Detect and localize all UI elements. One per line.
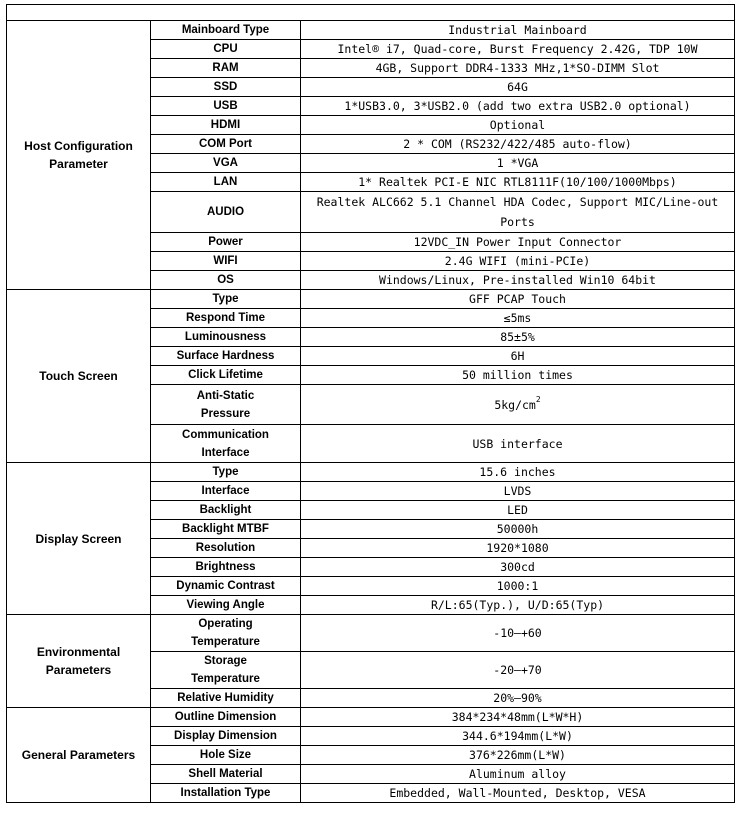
row-label: Type (151, 290, 301, 309)
row-value: ≤5ms (301, 309, 735, 328)
category-display-screen: Display Screen (7, 463, 151, 615)
row-label: HDMI (151, 116, 301, 135)
table-row (7, 290, 735, 309)
row-label: AUDIO (151, 192, 301, 233)
row-label: Anti-Static Pressure (151, 385, 301, 425)
row-value: Realtek ALC662 5.1 Channel HDA Codec, Support MIC/Line-out Ports (301, 192, 735, 233)
row-label: Dynamic Contrast (151, 577, 301, 596)
category-general-parameters: General Parameters (7, 708, 151, 803)
row-label: Luminousness (151, 328, 301, 347)
row-value: 50000h (301, 520, 735, 539)
row-label: Communication Interface (151, 425, 301, 463)
row-label: Operating Temperature (151, 615, 301, 652)
row-value: -20—+70 (301, 652, 735, 689)
row-label: Brightness (151, 558, 301, 577)
row-value: 2 * COM (RS232/422/485 auto-flow) (301, 135, 735, 154)
table-row (7, 708, 735, 727)
row-value: 1000:1 (301, 577, 735, 596)
table-header-row (7, 5, 735, 21)
row-label: Installation Type (151, 784, 301, 803)
row-label: Shell Material (151, 765, 301, 784)
row-label: Click Lifetime (151, 366, 301, 385)
row-label: VGA (151, 154, 301, 173)
row-label: LAN (151, 173, 301, 192)
row-label: Storage Temperature (151, 652, 301, 689)
row-label: Hole Size (151, 746, 301, 765)
row-value: 1 *VGA (301, 154, 735, 173)
row-value: 20%—90% (301, 689, 735, 708)
row-value: 376*226mm(L*W) (301, 746, 735, 765)
row-label: Interface (151, 482, 301, 501)
row-label: Respond Time (151, 309, 301, 328)
row-label: Resolution (151, 539, 301, 558)
spec-table (6, 4, 735, 803)
row-label: WIFI (151, 252, 301, 271)
row-value: LED (301, 501, 735, 520)
row-label: RAM (151, 59, 301, 78)
row-value: LVDS (301, 482, 735, 501)
row-label: COM Port (151, 135, 301, 154)
row-value: 2.4G WIFI (mini-PCIe) (301, 252, 735, 271)
row-label: Relative Humidity (151, 689, 301, 708)
row-label: Outline Dimension (151, 708, 301, 727)
row-value: 6H (301, 347, 735, 366)
table-row (7, 463, 735, 482)
row-label: Display Dimension (151, 727, 301, 746)
category-environmental-parameters: Environmental Parameters (7, 615, 151, 708)
row-value: 4GB, Support DDR4-1333 MHz,1*SO-DIMM Slot (301, 59, 735, 78)
row-value: 1920*1080 (301, 539, 735, 558)
row-value: 15.6 inches (301, 463, 735, 482)
row-value: 300cd (301, 558, 735, 577)
row-label: Surface Hardness (151, 347, 301, 366)
category-host-configuration: Host Configuration Parameter (7, 21, 151, 290)
row-value: Embedded, Wall-Mounted, Desktop, VESA (301, 784, 735, 803)
row-value: 12VDC_IN Power Input Connector (301, 233, 735, 252)
row-value: Windows/Linux, Pre-installed Win10 64bit (301, 271, 735, 290)
row-label: Type (151, 463, 301, 482)
row-label: Backlight MTBF (151, 520, 301, 539)
row-value: R/L:65(Typ.), U/D:65(Typ) (301, 596, 735, 615)
row-value: 384*234*48mm(L*W*H) (301, 708, 735, 727)
row-label: Backlight (151, 501, 301, 520)
row-value: Intel® i7, Quad-core, Burst Frequency 2.42G, TDP 10W (301, 40, 735, 59)
row-label: OS (151, 271, 301, 290)
row-value: 64G (301, 78, 735, 97)
row-value: 1* Realtek PCI-E NIC RTL8111F(10/100/1000Mbps) (301, 173, 735, 192)
row-value: GFF PCAP Touch (301, 290, 735, 309)
row-value: 344.6*194mm(L*W) (301, 727, 735, 746)
value-superscript: 2 (535, 394, 541, 404)
row-label: CPU (151, 40, 301, 59)
table-row (7, 615, 735, 652)
row-label: SSD (151, 78, 301, 97)
row-value: 50 million times (301, 366, 735, 385)
row-value: -10—+60 (301, 615, 735, 652)
category-touch-screen: Touch Screen (7, 290, 151, 463)
row-value: 85±5% (301, 328, 735, 347)
row-value (301, 385, 735, 425)
row-label: Viewing Angle (151, 596, 301, 615)
table-row (7, 21, 735, 40)
row-value: Industrial Mainboard (301, 21, 735, 40)
row-label: USB (151, 97, 301, 116)
row-label: Power (151, 233, 301, 252)
value-text: 5kg/cm (494, 397, 536, 412)
blank-header-cell (7, 5, 735, 21)
row-value: 1*USB3.0, 3*USB2.0 (add two extra USB2.0 optional) (301, 97, 735, 116)
row-value: Optional (301, 116, 735, 135)
row-value: Aluminum alloy (301, 765, 735, 784)
row-label: Mainboard Type (151, 21, 301, 40)
row-value: USB interface (301, 425, 735, 463)
